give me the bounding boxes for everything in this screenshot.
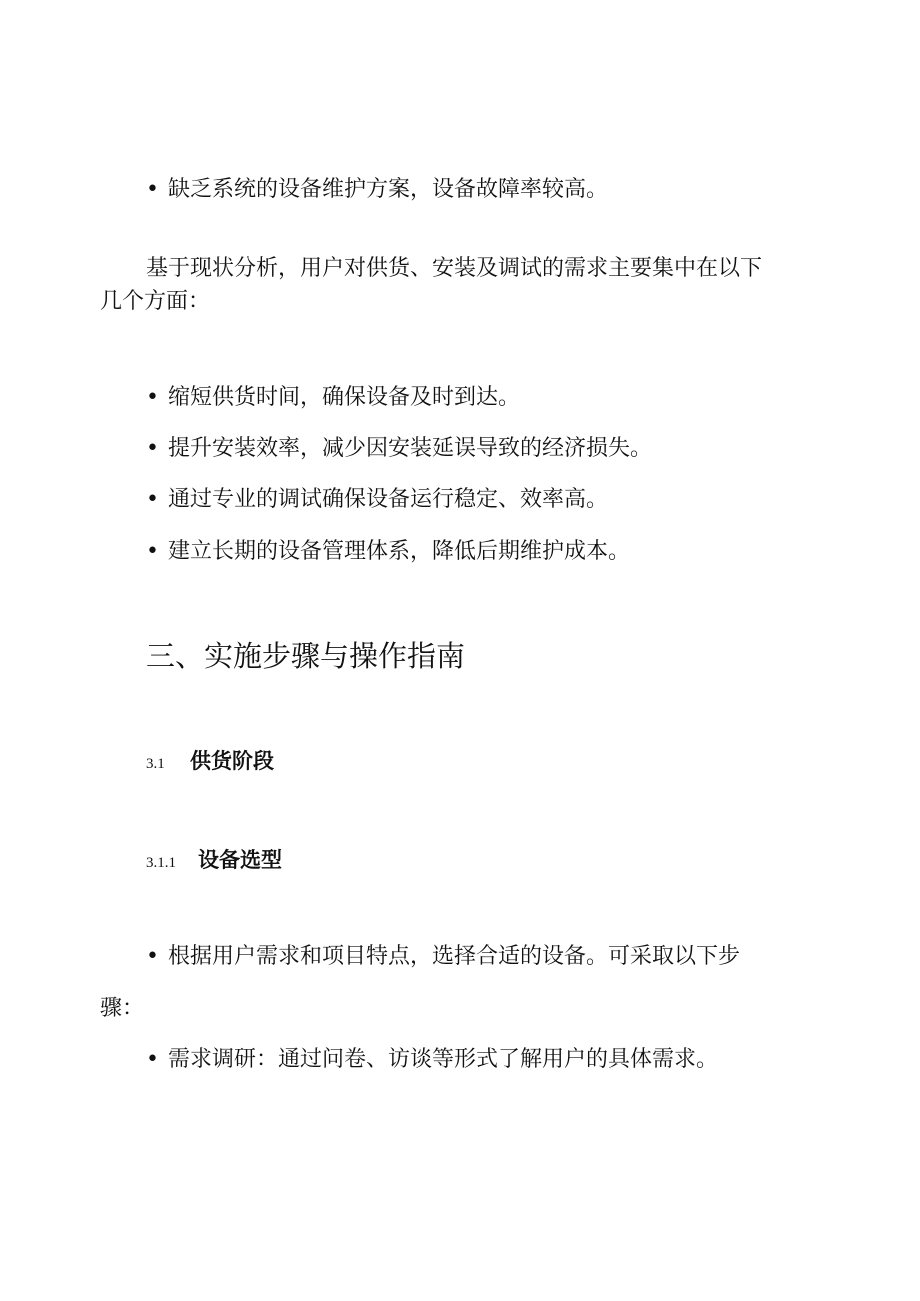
- bullet-text: 通过专业的调试确保设备运行稳定、效率高。: [168, 487, 609, 512]
- paragraph-line: 基于现状分析，用户对供货、安装及调试的需求主要集中在以下: [146, 256, 763, 281]
- bullet-text: 根据用户需求和项目特点，选择合适的设备。可采取以下步: [168, 944, 741, 969]
- bullet-dot: •: [146, 487, 159, 512]
- paragraph-line: 几个方面：: [100, 289, 211, 314]
- bullet-item: [146, 434, 652, 464]
- subsubsection-heading: [146, 845, 282, 878]
- subsection-number: 3.1: [146, 756, 165, 772]
- subsubsection-number: 3.1.1: [146, 855, 176, 871]
- bullet-text: 缩短供货时间，确保设备及时到达。: [168, 385, 521, 410]
- section-heading: 三、实施步骤与操作指南: [146, 639, 466, 673]
- bullet-text: 需求调研：通过问卷、访谈等形式了解用户的具体需求。: [168, 1047, 719, 1072]
- bullet-item: [146, 537, 630, 567]
- bullet-item: [146, 485, 608, 515]
- bullet-item: [146, 1045, 718, 1075]
- subsection-heading: [146, 746, 274, 779]
- bullet-text: 缺乏系统的设备维护方案，设备故障率较高。: [168, 177, 609, 202]
- bullet-item: [146, 383, 520, 413]
- bullet-dot: •: [146, 385, 159, 410]
- bullet-item: [146, 942, 740, 972]
- bullet-text: 建立长期的设备管理体系，降低后期维护成本。: [168, 539, 631, 564]
- bullet-dot: •: [146, 436, 159, 461]
- bullet-continuation: 骤：: [100, 996, 145, 1021]
- subsection-title: 供货阶段: [190, 749, 274, 773]
- bullet-text: 提升安装效率，减少因安装延误导致的经济损失。: [168, 436, 653, 461]
- bullet-dot: •: [146, 539, 159, 564]
- subsubsection-title: 设备选型: [198, 848, 282, 872]
- bullet-dot: •: [146, 1047, 159, 1072]
- bullet-item: [146, 175, 608, 205]
- bullet-dot: •: [146, 944, 159, 969]
- bullet-dot: •: [146, 177, 159, 202]
